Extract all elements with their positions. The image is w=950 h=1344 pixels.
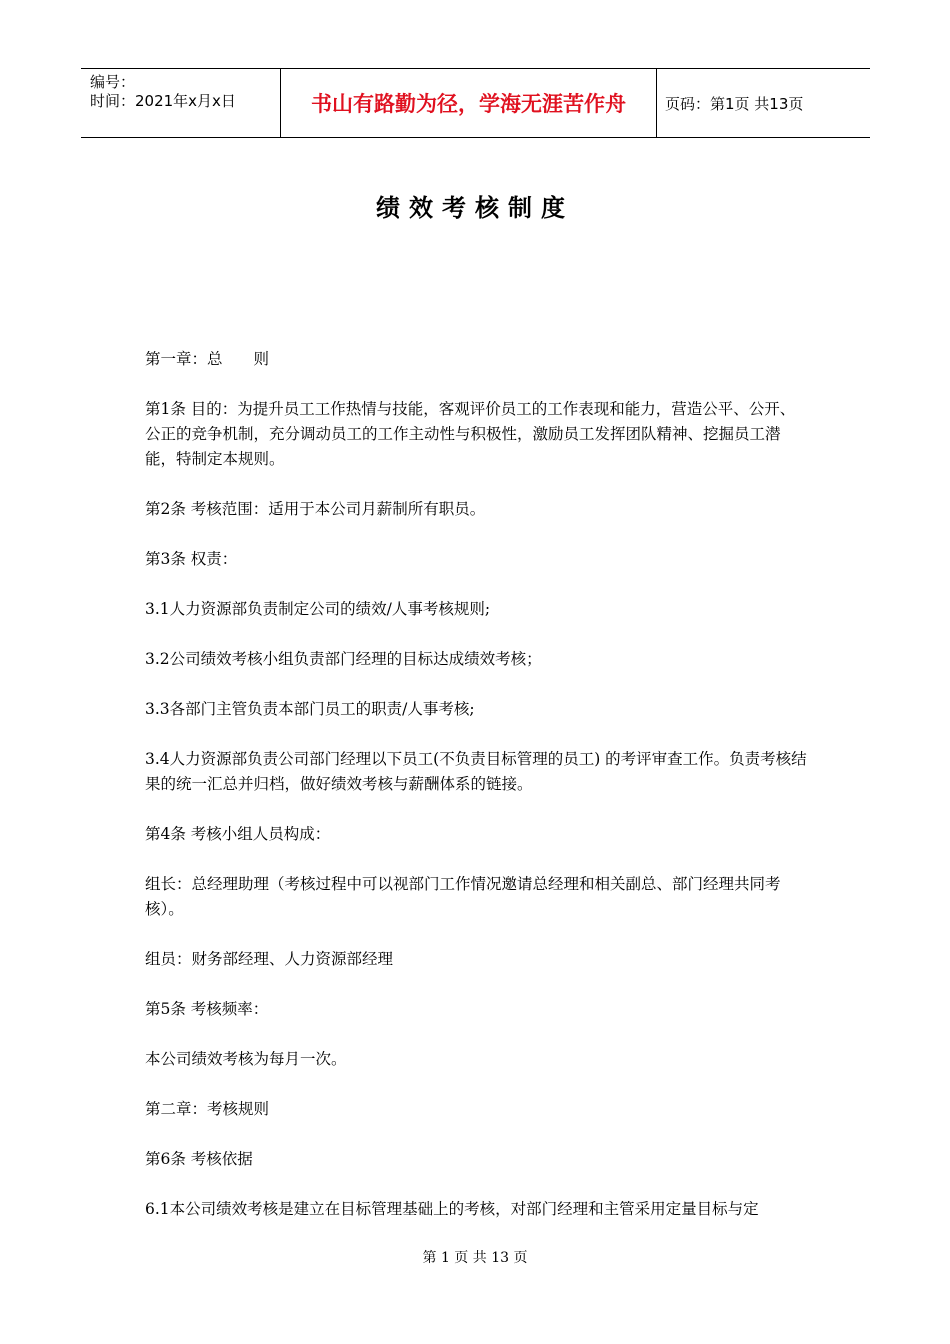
paragraph: 3.4人力资源部负责公司部门经理以下员工(不负责目标管理的员工) 的考评审查工作。负责考核结果的统一汇总并归档，做好绩效考核与薪酬体系的链接。	[145, 750, 807, 793]
paragraph: 第5条 考核频率：	[145, 1000, 269, 1018]
paragraph: 第6条 考核依据	[145, 1150, 253, 1168]
document-time: 时间：2021年x月x日	[90, 92, 236, 110]
paragraph: 组长：总经理助理（考核过程中可以视部门工作情况邀请总经理和相关副总、部门经理共同考核）。	[145, 875, 781, 918]
document-number: 编号：	[90, 73, 136, 91]
paragraph: 本公司绩效考核为每月一次。	[145, 1050, 347, 1068]
document-body	[145, 347, 810, 1247]
paragraph: 组员：财务部经理、人力资源部经理	[145, 950, 394, 968]
paragraph: 3.3各部门主管负责本部门员工的职责/人事考核;	[145, 700, 475, 718]
paragraph: 3.2公司绩效考核小组负责部门经理的目标达成绩效考核；	[145, 650, 542, 668]
document-title: 绩效考核制度	[376, 194, 574, 222]
paragraph: 第1条 目的：为提升员工工作热情与技能，客观评价员工的工作表现和能力，营造公平、公开、公正的竞争机制，充分调动员工的工作主动性与积极性，激励员工发挥团队精神、挖掘员工潜能，特制定本规则。	[145, 400, 796, 468]
paragraph: 第4条 考核小组人员构成：	[145, 825, 331, 843]
paragraph: 第3条 权责：	[145, 550, 238, 568]
paragraph: 第二章：考核规则	[145, 1100, 270, 1118]
paragraph: 3.1人力资源部负责制定公司的绩效/人事考核规则;	[145, 600, 491, 618]
paragraph: 6.1本公司绩效考核是建立在目标管理基础上的考核，对部门经理和主管采用定量目标与定	[145, 1200, 759, 1218]
header-meta	[81, 69, 281, 137]
page-header	[81, 68, 870, 138]
header-page-info: 页码：第1页 共13页	[665, 94, 804, 113]
header-motto: 书山有路勤为径，学海无涯苦作舟	[281, 69, 657, 137]
page-footer: 第 1 页 共 13 页	[422, 1250, 528, 1266]
paragraph: 第2条 考核范围：适用于本公司月薪制所有职员。	[145, 500, 486, 518]
paragraph: 第一章：总 则	[145, 350, 270, 368]
